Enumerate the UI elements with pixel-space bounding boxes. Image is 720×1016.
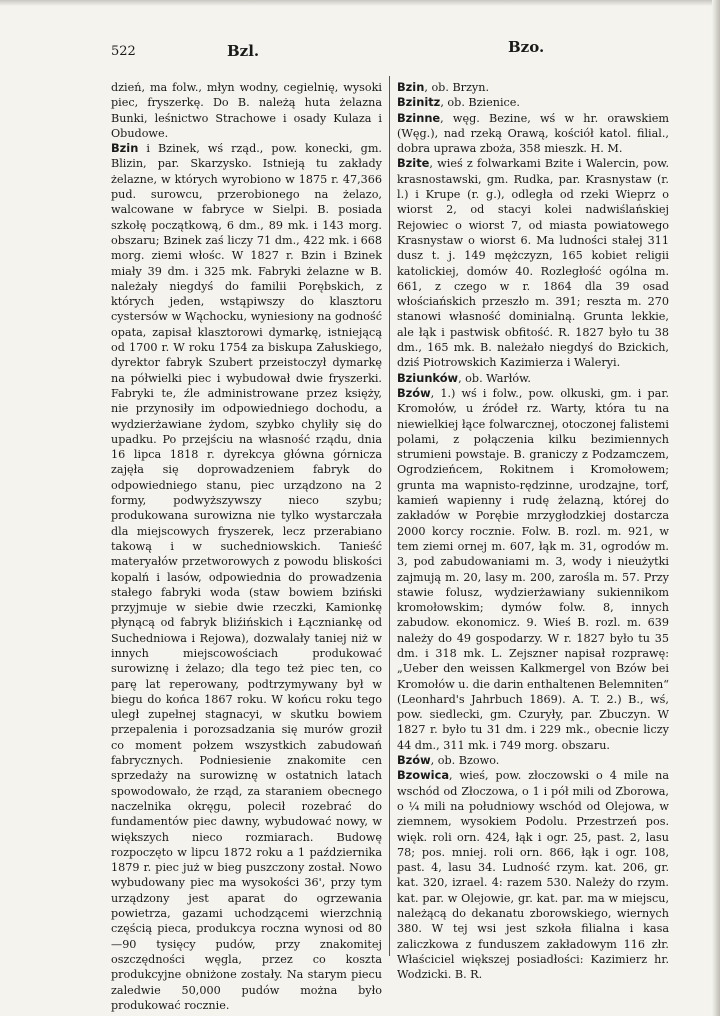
entry-bzowica [397,768,669,982]
entry-bzow-ref [397,753,669,768]
right-column [397,80,669,983]
entry-bzin-bzinek [111,141,382,1013]
entry-bziunkow [397,371,669,386]
left-running-head: Bzl. [227,42,260,60]
entry-headword: Bzin [111,141,139,156]
entry-headword: Bzów [397,753,431,768]
entry-bzow [397,386,669,753]
entry-text: , ob. Warłów. [458,371,531,385]
entry-bzinitz [397,95,669,110]
entry-headword: Bzów [397,385,431,400]
entry-text: i Bzinek, wś rząd., pow. konecki, gm. Blizin, par. Skarzysko. Istnieją tu zakłady żelazne, w których wyrobiono w 1875 r. 47,366 pud. surowcu, przerobionego na żelazo, walcowane w fabryce w Sielpi. B. posiada szkołę początkową, 6 dm., 89 mk. i 143 morg. obszaru; Bzinek zaś liczy 71 dm., 422 mk. i 668 morg. ziemi włośc. W 1827 r. Bzin i Bzinek miały 39 dm. i 325 mk. Fabryki żelazne w B. należały niegdyś do familii Porębskich, z których jeden, wstąpiwszy do klasztoru cystersów w Wąchocku, wyniesiony na godność opata, zapisał klasztorowi dymarkę, istniejącą od 1700 r. W roku 1754 za biskupa Załuskiego, dyrektor fabryk Szubert przeistoczył dymarkę na półwielki piec i wybudował dwie fryszerki. Fabryki te, źle administrowane przez księży, nie przynosiły im odpowiedniego dochodu, a wydzierżawiane żydom, szybko chyliły się do upadku. Po przejściu na własność rządu, dnia 16 lipca 1818 r. dyrekcya główna górnicza zajęła się doprowadzeniem fabryk do odpowiedniego stanu, piec urządzono na 2 formy, podwyższywszy nieco szybu; produkowana surowizna nie tylko wystarczała dla miejscowych fryszerek, lecz przerabiano takową i w suchedniowskich. Tanieść materyałów przetworowych z powodu bliskości kopalń i lasów, odpowiednia do prowadzenia stałego fabryki woda (staw bowiem bziński przyjmuje w siebie dwie rzeczki, Kamionkę płynącą od fabryk bliźińskich i Łączniankę od Suchedniowa i Rejowa), dozwalały taniej niż w innych miejscowościach produkować surowiznę i żelazo; dla tego też piec ten, co parę lat reperowany, podtrzymywany był w biegu do końca 1867 roku. W końcu roku tego uległ zupełnej stagnacyi, w skutku bowiem przepalenia i porozsadzania się murów groził co moment połzem wszystkich zabudowań fabrycznych. Podniesienie znakomite cen sprzedaży na surowiznę w ostatnich latach spowodowało, że rząd, za staraniem obecnego naczelnika okręgu, polecił rozebrać do fundamentów piec dawny, wybudować nowy, w większych nieco rozmiarach. Budowę rozpoczęto w lipcu 1872 roku a 1 października 1879 r. piec już w bieg puszczony został. Nowo wybudowany piec ma wysokości 36', przy tym urządzony jest aparat do ogrzewania powietrza, gazami uchodzącemi wierzchnią częścią pieca, produkcya roczna wynosi od 80—90 tysięcy pudów, przy znakomitej oszczędności węgla, przez co koszta produkcyjne obniżone zostały. Na starym piecu zaledwie 50,000 pudów można było produkować rocznie. [111,142,382,1012]
entry-headword: Bzinitz [397,95,441,110]
entry-headword: Bzite [397,156,430,171]
entry-headword: Bzin [397,80,425,94]
entry-bzite [397,156,669,370]
entry-text: , ob. Brzyn. [424,81,489,94]
entry-text: , ob. Bzienice. [440,96,520,110]
entry-text: , wieś z folwarkami Bzite i Walercin, pow. krasnostawski, gm. Rudka, par. Krasnystaw (r. l.) i Krupe (r. g.), odległa od rzeki Wieprz o wiorst 2, od stacyi kolei nadwiślańskiej Rejowiec o wiorst 7, od miasta powiatowego Krasnystaw o wiorst 6. Ma ludności stałej 311 dusz t. j. 149 mężczyzn, 165 kobiet religii katolickiej, domów 40. Rozległość ogólna m. 661, z czego w r. 1864 dla 39 osad włościańskich przeszło m. 391; reszta m. 270 stanowi własność dominialną. Grunta lekkie, ale łąk i pastwisk obfitość. R. 1827 było tu 38 dm., 165 mk. B. należało niegdyś do Bzickich, dziś Piotrowskich Kazimierza i Waleryi. [397,157,669,370]
entry-headword: Bzowica [397,768,450,783]
entry-bzin [397,80,669,95]
entry-text: , węg. Bezine, wś w hr. orawskiem (Węg.), nad rzeką Orawą, kościół katol. filial., dobra uprawa zboża, 358 mieszk. H. M. [397,111,669,156]
page-edge-top [0,0,720,6]
entry-headword: Bzinne [397,110,441,125]
entry-text: , wieś, pow. złoczowski o 4 mile na wschód od Złoczowa, o 1 i pół mili od Zborowa, o ¼ mili na południowy wschód od Olejowa, w ziemnem, wysokiem Podolu. Przestrzeń pos. więk. roli orn. 424, łąk i ogr. 25, past. 2, lasu 78; pos. mniej. roli orn. 866, łąk i ogr. 108, past. 4, lasu 34. Ludność rzym. kat. 206, gr. kat. 320, izrael. 4: razem 530. Należy do rzym. kat. par. w Olejowie, gr. kat. par. ma w miejscu, należącą do dekanatu zborowskiego, wiernych 380. W tej wsi jest szkoła filialna i kasa zaliczkowa z funduszem zakładowym 116 złr. Właściciel większej posiadłości: Kazimierz hr. Wodzicki. B. R. [397,769,669,982]
entry-text: dzień, ma folw., młyn wodny, cegielnię, wysoki piec, fryszerkę. Do B. należą huta żelazna Bunki, leśnictwo Strachowe i osady Kulaza i Obudowe. [111,81,382,140]
left-column [111,80,382,1013]
entry-continuation [111,80,382,141]
entry-headword: Bziunków [397,370,459,385]
column-divider [389,76,390,956]
entry-text: , ob. Bzowo. [430,754,500,768]
entry-bzinne [397,111,669,157]
page-number: 522 [111,44,136,59]
right-running-head: Bzo. [508,38,545,56]
page-edge-right [712,0,720,1016]
entry-text: , 1.) wś i folw., pow. olkuski, gm. i par. Kromołów, u źródeł rz. Warty, która tu na niewielkiej łące folwarcznej, otoczonej falistemi polami, z połączenia kilku bezimiennych strumieni powstaje. B. graniczy z Podzamczem, Ogrodzieńcem, Rokitnem i Kromołowem; grunta ma wapnisto-rędzinne, urodzajne, torf, kamień wapienny i rudę żelazną, której do zakładów w Porębie mrzygłodzkiej dostarcza 2000 korcy rocznie. Folw. B. rozl. m. 921, w tem ziemi ornej m. 607, łąk m. 31, ogrodów m. 3, pod zabudowaniami m. 3, wody i nieużytki zajmują m. 20, lasy m. 200, zarośla m. 57. Przy stawie folusz, wydzierżawiany sukiennikom kromołowskim; dymów folw. 8, innych zabudow. ekonomicz. 9. Wieś B. rozl. m. 639 należy do 49 gospodarzy. W r. 1827 było tu 35 dm. i 318 mk. L. Zejszner napisał rozprawę: „Ueber den weissen Kalkmergel von Bzów bei Kromołów u. die darin enthaltenen Belemniten“ (Leonhard's Jahrbuch 1869). A. T. 2.) B., wś, pow. siedlecki, gm. Czuryły, par. Zbuczyn. W 1827 r. było tu 31 dm. i 229 mk., obecnie liczy 44 dm., 311 mk. i 749 morg. obszaru. [397,386,669,752]
page-header [111,38,549,64]
